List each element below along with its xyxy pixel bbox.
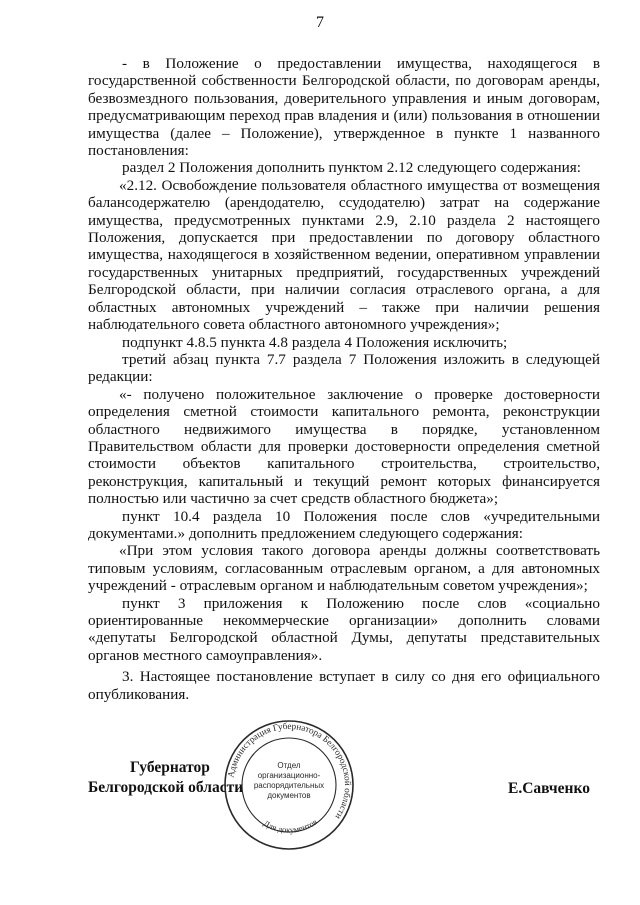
stamp-line-3: распорядительных	[253, 781, 325, 790]
signatory-title-line1: Губернатор	[130, 759, 210, 776]
paragraph-expertise: «- получено положительное заключение о проверке достоверности определения сметной стоимости капитального ремонта, реконструкции областного недвижимого имущества в порядке, установленном Правительством области для проверки достоверности определения сметной стоимости объектов капитального строительства, строительство, реконструкция, капитальный и текущий ремонт которых финансируется полностью или частично за счет средств областного бюджета»;	[88, 385, 600, 508]
paragraph-lease-terms: «При этом условия такого договора аренды должны соответствовать типовым условиям, согласованным отраслевым органом, а для автономных учреждений - отраслевым органом и наблюдательным советом учреждения»;	[88, 542, 600, 595]
signatory-title	[88, 758, 243, 798]
paragraph-effective-date: 3. Настоящее постановление вступает в силу со дня его официального опубликования.	[88, 668, 600, 703]
document-body	[88, 55, 600, 703]
paragraph-clause-10-4: пункт 10.4 раздела 10 Положения после слов «учредительными документами.» дополнить предложением следующего содержания:	[88, 507, 600, 542]
stamp-line-4: документов	[267, 791, 311, 800]
stamp-line-1: Отдел	[277, 761, 301, 770]
official-stamp	[222, 718, 356, 852]
paragraph-appendix-3: пункт 3 приложения к Положению после слов «социально ориентированные некоммерческие организации» дополнить словами «депутаты Белгородской областной Думы, депутаты представительных органов местного самоуправления».	[88, 594, 600, 664]
signatory-name: Е.Савченко	[508, 780, 590, 797]
signatory-title-line2: Белгородской области	[88, 779, 244, 796]
paragraph-clause-7-7: третий абзац пункта 7.7 раздела 7 Положения изложить в следующей редакции:	[88, 350, 600, 386]
paragraph-clause-2-12: «2.12. Освобождение пользователя областного имущества от возмещения балансодержателю (арендодателю, ссудодателю) затрат на содержание имущества, предусмотренных пунктами 2.9, 2.10 раздела 2 настоящего Положения, допускается при предоставлении по договору областного имущества, находящегося в хозяйственном ведении, оперативном управлении государственных унитарных предприятий, государственных учреждений Белгородской области, при наличии согласия отраслевого органа, а для областных автономных учреждений – также при наличии решения наблюдательного совета областного автономного учреждения»;	[88, 176, 600, 334]
stamp-ring-text: Администрация Губернатора Белгородской области	[225, 720, 354, 822]
stamp-line-2: организационно-	[257, 771, 321, 780]
paragraph-subclause-4-8-5: подпункт 4.8.5 пункта 4.8 раздела 4 Положения исключить;	[122, 333, 508, 351]
stamp-bottom-text: Для документов	[261, 816, 319, 835]
paragraph-amendment-intro: - в Положение о предоставлении имущества, находящегося в государственной собственности Белгородской области, по договорам аренды, безвозмездного пользования, доверительного управления и иным договорам, предусматривающим переход прав владения и (или) пользования в отношении имущества (далее – Положение), утвержденное в пункте 1 названного постановления:	[88, 55, 600, 160]
page-number: 7	[316, 14, 324, 31]
paragraph-section-2: раздел 2 Положения дополнить пунктом 2.12 следующего содержания:	[122, 159, 581, 177]
